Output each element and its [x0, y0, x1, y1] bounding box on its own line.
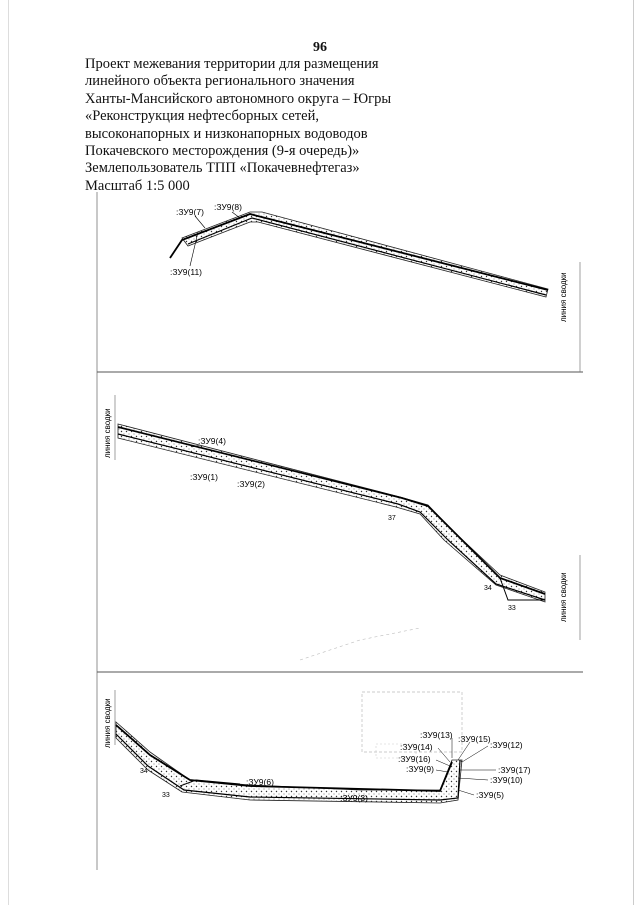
- panel-2-drawing: [103, 408, 568, 660]
- parcel-label: :ЗУ9(1): [190, 472, 218, 482]
- corridor-strip: [118, 424, 545, 602]
- faint-contour: [300, 628, 420, 660]
- point-label: 37: [388, 515, 396, 522]
- parcel-label: :ЗУ9(9): [406, 764, 434, 774]
- parcel-label: :ЗУ9(16): [398, 754, 431, 764]
- parcel-label: :ЗУ9(17): [498, 765, 531, 775]
- edge-label: линия сводки: [559, 272, 568, 322]
- parcel-label: :ЗУ9(14): [400, 742, 433, 752]
- point-label: 33: [508, 605, 516, 612]
- pipeline-line: [188, 218, 546, 295]
- title-line: Покачевского месторождения (9-я очередь)»: [85, 143, 360, 160]
- title-line: «Реконструкция нефтесборных сетей,: [85, 108, 319, 125]
- page-number: 96: [313, 40, 327, 55]
- pipeline-line: [118, 434, 545, 600]
- title-line: Ханты-Мансийского автономного округа – Югры: [85, 90, 392, 107]
- parcel-label: :ЗУ9(7): [176, 207, 204, 217]
- title-line: Землепользователь ТПП «Покачевнефтегаз»: [85, 160, 360, 177]
- title-line: Масштаб 1:5 000: [85, 177, 190, 194]
- parcel-label: :ЗУ9(3): [340, 793, 368, 803]
- edge-label: линия сводки: [103, 408, 112, 458]
- title-line: Проект межевания территории для размещения: [85, 56, 379, 72]
- title-line: высоконапорных и низконапорных водоводов: [85, 125, 368, 142]
- parcel-label: :ЗУ9(2): [237, 479, 265, 489]
- parcel-label: :ЗУ9(12): [490, 740, 523, 750]
- parcel-label: :ЗУ9(11): [170, 267, 203, 277]
- edge-label: линия сводки: [103, 698, 112, 748]
- parcel-label: :ЗУ9(6): [246, 777, 274, 787]
- title-line: линейного объекта регионального значения: [85, 73, 355, 90]
- parcel-label: :ЗУ9(13): [420, 730, 453, 740]
- point-label: 34: [140, 768, 148, 775]
- point-label: 33: [162, 792, 170, 799]
- parcel-label: :ЗУ9(15): [458, 734, 491, 744]
- parcel-label: :ЗУ9(5): [476, 790, 504, 800]
- parcel-label: :ЗУ9(4): [198, 436, 226, 446]
- panel-1-drawing: [170, 202, 568, 322]
- leader-line: [195, 216, 205, 228]
- parcel-label: :ЗУ9(8): [214, 202, 242, 212]
- point-label: 34: [484, 585, 492, 592]
- edge-label: линия сводки: [559, 572, 568, 622]
- panel-3-drawing: [103, 692, 531, 803]
- parcel-label: :ЗУ9(10): [490, 775, 523, 785]
